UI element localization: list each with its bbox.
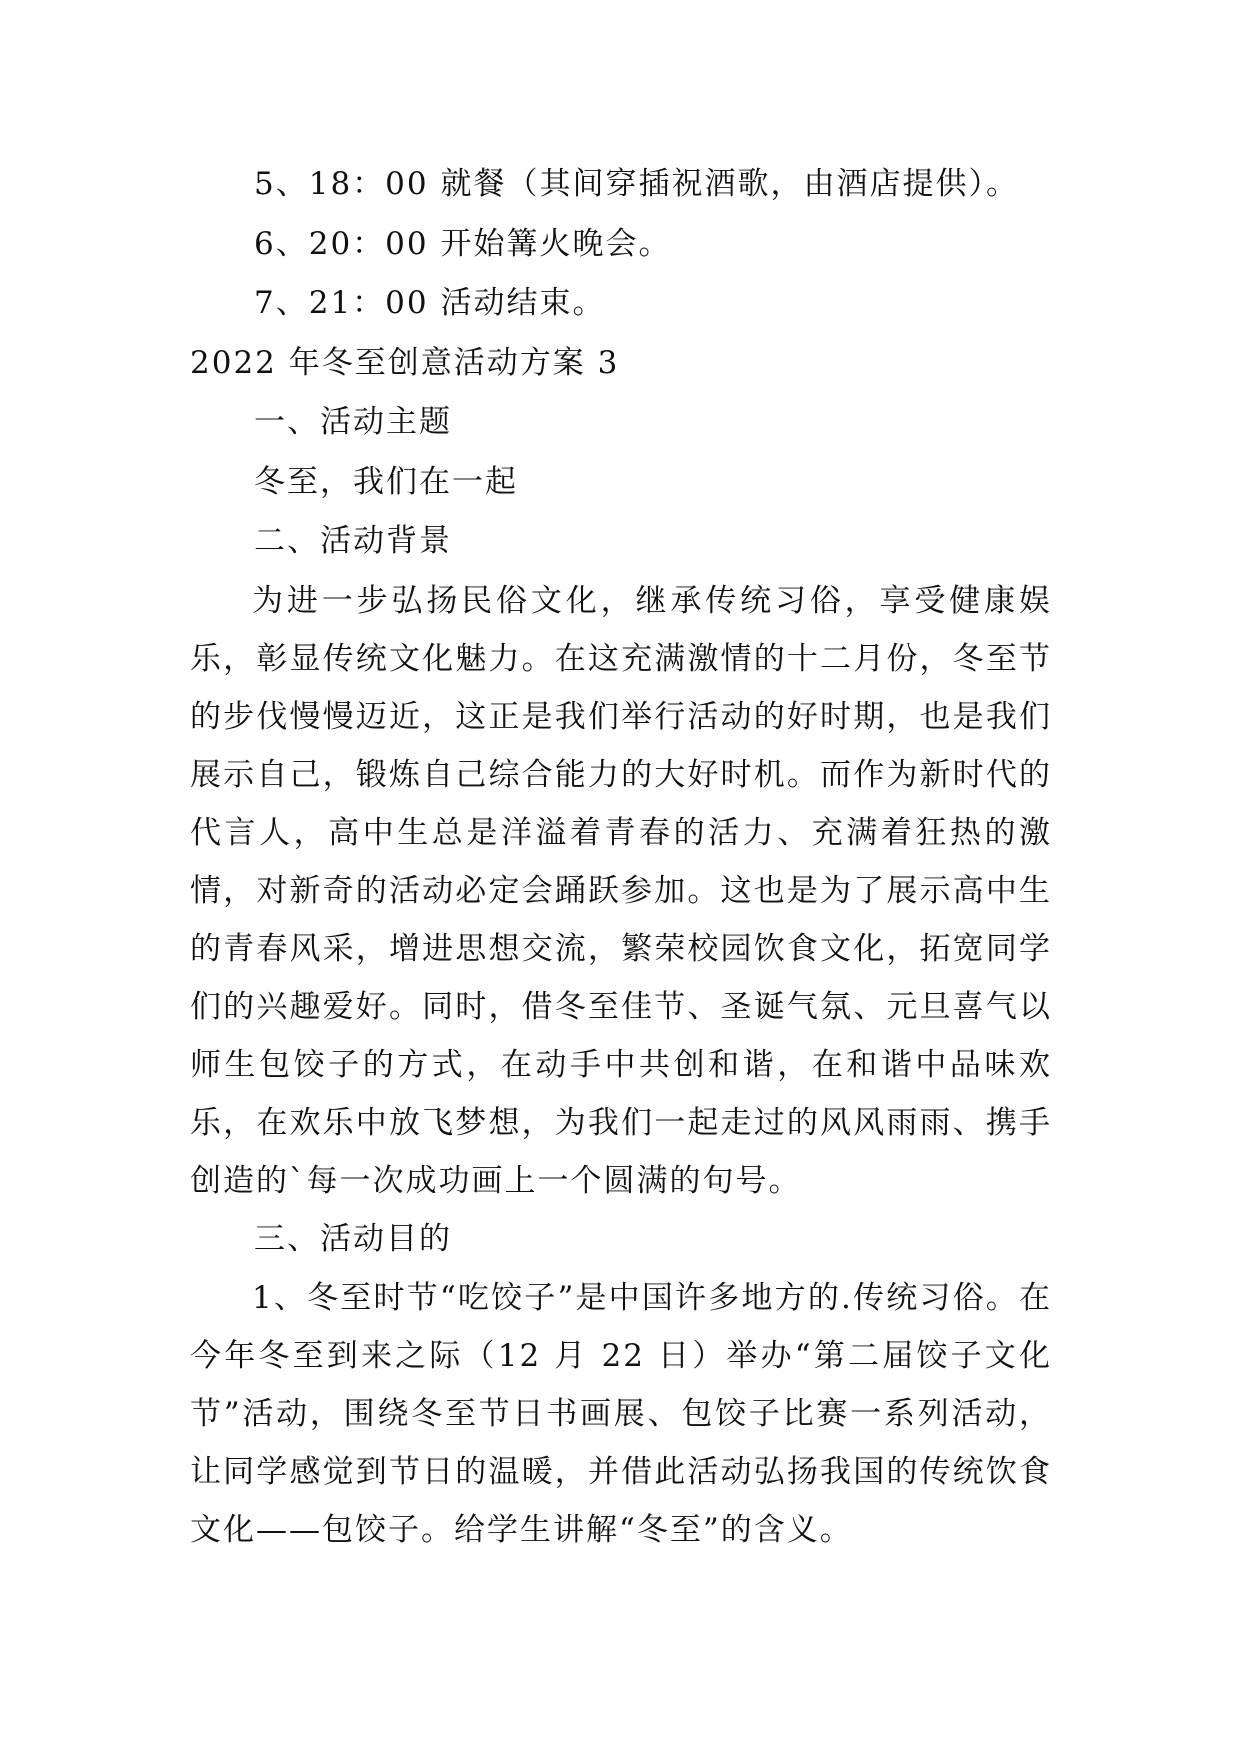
heading-activity-background: 二、活动背景 [254,523,452,559]
schedule-item-5: 5、18：00 就餐（其间穿插祝酒歌，由酒店提供）。 [254,166,1019,202]
schedule-item-6: 6、20：00 开始篝火晚会。 [254,225,672,262]
theme-text: 冬至，我们在一起 [254,463,518,500]
background-paragraph: 为进一步弘扬民俗文化，继承传统习俗，享受健康娱乐，彰显传统文化魅力。在这充满激情的十二月份，冬至节的步伐慢慢迈近，这正是我们举行活动的好时期，也是我们展示自己，锻炼自己综合能力的大好时机。而作为新时代的代言人，高中生总是洋溢着青春的活力、充满着狂热的激情，对新奇的活动必定会踊跃参加。这也是为了展示高中生的青春风采，增进思想交流，繁荣校园饮食文化，拓宽同学们的兴趣爱好。同时，借冬至佳节、圣诞气氛、元旦喜气以师生包饺子的方式，在动手中共创和谐，在和谐中品味欢乐，在欢乐中放飞梦想，为我们一起走过的风风雨雨、携手创造的`每一次成功画上一个圆满的句号。 [190,582,1052,1199]
purpose-paragraph: 1、冬至时节“吃饺子”是中国许多地方的.传统习俗。在今年冬至到来之际（12 月 22 日）举办“第二届饺子文化节”活动，围绕冬至节日书画展、包饺子比赛一系列活动，让同学感觉到节日的温暖，并借此活动弘扬我国的传统饮食文化——包饺子。给学生讲解“冬至”的含义。 [190,1280,1052,1548]
schedule-item-7: 7、21：00 活动结束。 [254,285,606,321]
heading-activity-purpose: 三、活动目的 [254,1220,452,1257]
heading-activity-theme: 一、活动主题 [254,404,452,440]
document-body [190,155,1052,1559]
section-title: 2022 年冬至创意活动方案 3 [190,344,620,381]
